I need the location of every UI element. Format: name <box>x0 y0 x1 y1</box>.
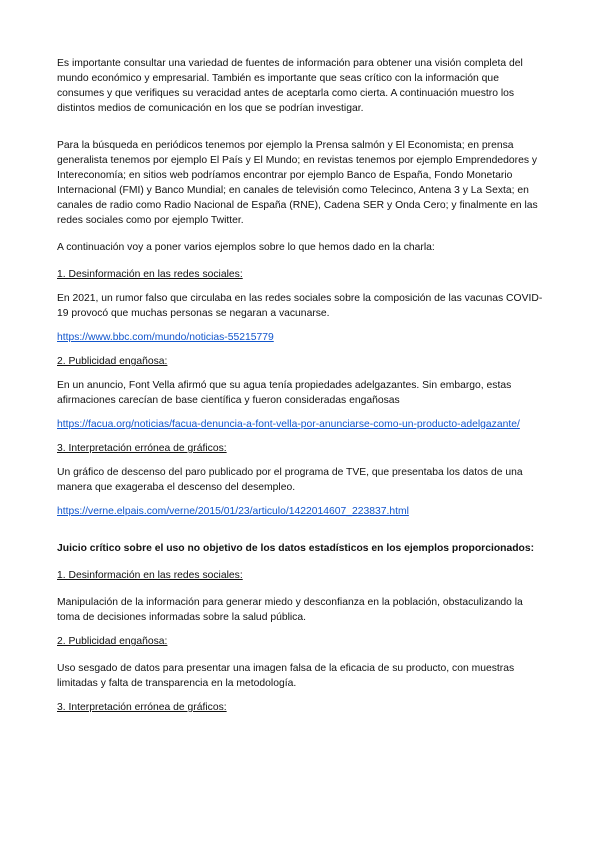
critique-2-heading: 2. Publicidad engañosa: <box>57 636 168 647</box>
example-3-heading: 3. Interpretación errónea de gráficos: <box>57 443 227 454</box>
intro-paragraph-1: Es importante consultar una variedad de fuentes de información para obtener una visión completa del mundo económico y empresarial. También es importante que seas crítico con la información que consumes y que verifiques su veracidad antes de aceptarla como cierta. A continuación muestro los distintos medios de comunicación en los que se podrían investigar. <box>57 58 523 114</box>
critique-1-heading: 1. Desinformación en las redes sociales: <box>57 570 243 581</box>
example-3-link[interactable]: https://verne.elpais.com/verne/2015/01/23/articulo/1422014607_223837.html <box>57 506 409 517</box>
example-1-link[interactable]: https://www.bbc.com/mundo/noticias-55215779 <box>57 332 274 343</box>
example-3-text: Un gráfico de descenso del paro publicado por el programa de TVE, que presentaba los datos de una manera que exageraba el descenso del desempleo. <box>57 467 523 493</box>
example-2-link[interactable]: https://facua.org/noticias/facua-denuncia-a-font-vella-por-anunciarse-como-un-producto-adelgazante/ <box>57 419 520 430</box>
intro-paragraph-2: Para la búsqueda en periódicos tenemos por ejemplo la Prensa salmón y El Economista; en prensa generalista tenemos por ejemplo El País y El Mundo; en revistas tenemos por ejemplo Emprendedores y Intereconomía; en sitios web podríamos encontrar por ejemplo Banco de España, Fondo Monetario Internacional (FMI) y Banco Mundial; en canales de televisión como Telecinco, Antena 3 y La Sexta; en canales de radio como Radio Nacional de España (RNE), Cadena SER y Onda Cero; y finalmente en las redes sociales como por ejemplo Twitter. <box>57 140 538 226</box>
document-body <box>57 56 545 715</box>
intro-paragraph-3: A continuación voy a poner varios ejemplos sobre lo que hemos dado en la charla: <box>57 242 435 253</box>
critique-3-heading: 3. Interpretación errónea de gráficos: <box>57 702 227 713</box>
example-1-text: En 2021, un rumor falso que circulaba en las redes sociales sobre la composición de las vacunas COVID-19 provocó que muchas personas se negaran a vacunarse. <box>57 293 543 319</box>
critique-2-text: Uso sesgado de datos para presentar una imagen falsa de la eficacia de su producto, con muestras limitadas y falta de transparencia en la metodología. <box>57 663 515 689</box>
example-2-text: En un anuncio, Font Vella afirmó que su agua tenía propiedades adelgazantes. Sin embargo, estas afirmaciones carecían de base científica y fueron consideradas engañosas <box>57 380 512 406</box>
critique-title: Juicio crítico sobre el uso no objetivo de los datos estadísticos en los ejemplos proporcionados: <box>57 543 535 554</box>
critique-1-text: Manipulación de la información para generar miedo y desconfianza en la población, obstaculizando la toma de decisiones informadas sobre la salud pública. <box>57 597 523 623</box>
example-2-heading: 2. Publicidad engañosa: <box>57 356 168 367</box>
example-1-heading: 1. Desinformación en las redes sociales: <box>57 269 243 280</box>
